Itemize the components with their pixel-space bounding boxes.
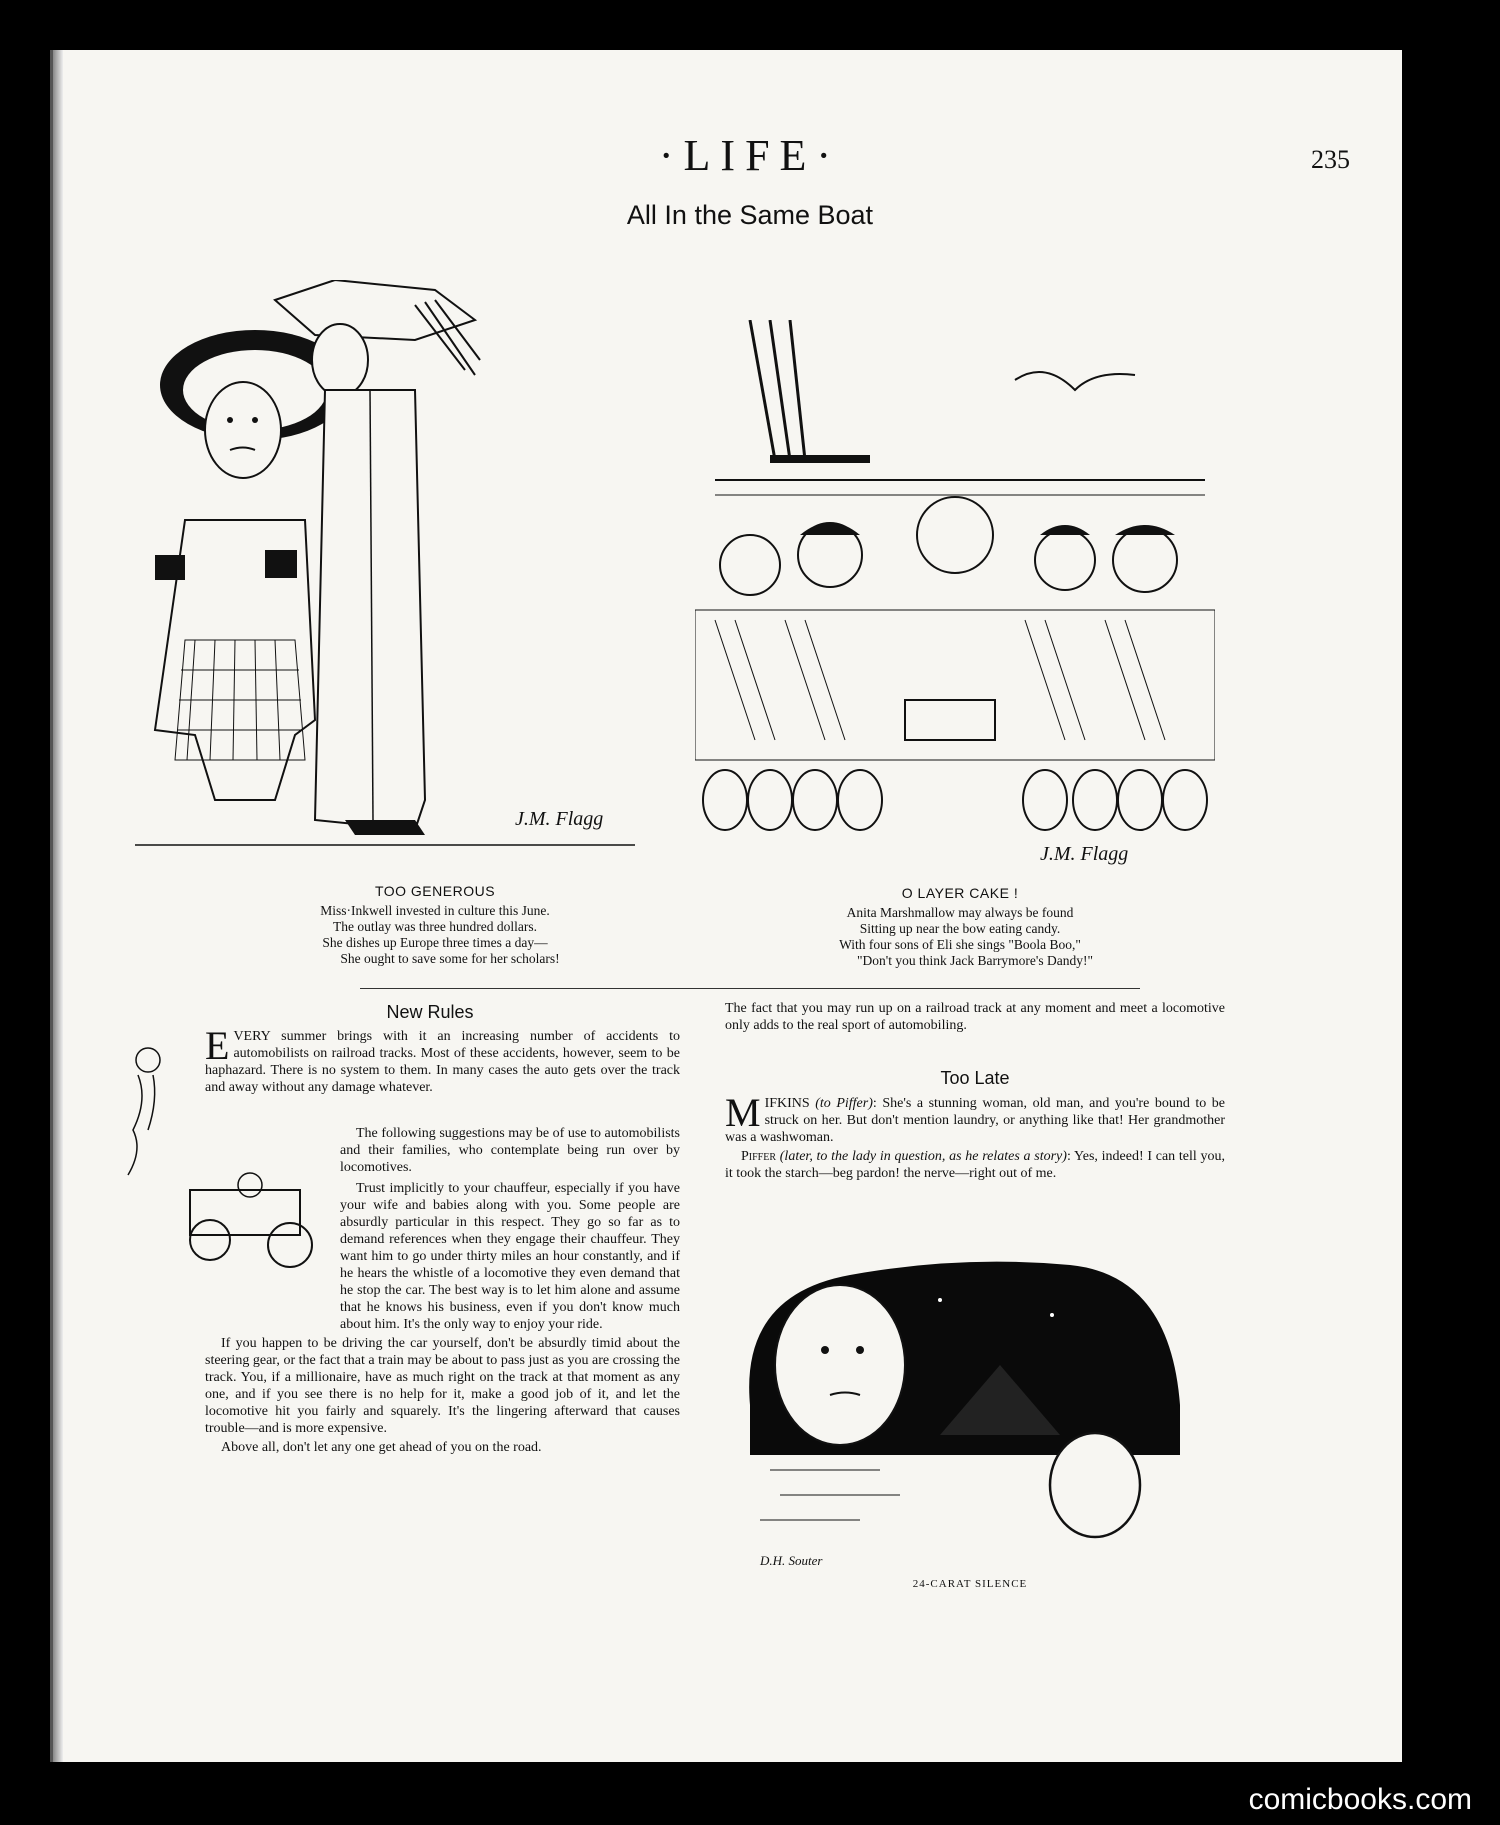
page-number: 235 xyxy=(1311,145,1350,174)
cartoon-24-carat-silence xyxy=(740,1255,1180,1575)
verse-line: Sitting up near the bow eating candy. xyxy=(859,921,1061,936)
new-rules-p2: The following suggestions may be of use to automobilists and their families, who contemplate being run over by locomotives. xyxy=(340,1126,680,1175)
verse-line: She dishes up Europe three times a day— xyxy=(322,935,548,950)
new-rules-p4: If you happen to be driving the car yourself, don't be absurdly timid about the steering gear, or the fact that a train may be about to pass just as you are crossing the track. You, if a millionaire, have as much right on the track at that moment as any one, and if you see there is no help for it, make a good job of it, and let the locomotive hit you fairly and squarely. It's the lingering afterward that causes trouble—and is more expensive. xyxy=(205,1336,680,1436)
caption-title-too-generous: TOO GENEROUS xyxy=(374,883,496,899)
caption-too-generous xyxy=(245,883,625,967)
verse-line: Anita Marshmallow may always be found xyxy=(846,905,1074,920)
new-rules-title: New Rules xyxy=(386,1002,474,1022)
new-rules-p3: Trust implicitly to your chauffeur, especially if you have your wife and babies along with you. Some people are absurdly particular in this respect. They go so far as to demand references when they engage their chauffeur. They want him to go under thirty miles an hour constantly, and if he hears the whistle of a locomotive they even demand that he stop the car. The best way is to let him alone and assume that he knows his business, even if you don't know much about him. It's the only way to enjoy your ride. xyxy=(340,1181,680,1332)
dropcap-m: M xyxy=(725,1090,761,1135)
verse-line: Miss·Inkwell invested in culture this June. xyxy=(320,903,550,918)
new-rules-p5: Above all, don't let any one get ahead of you on the road. xyxy=(221,1440,542,1455)
too-late-stage-1: (to Piffer) xyxy=(815,1096,873,1111)
too-late-text-2: : Yes, indeed! I can tell you, it took the starch—beg pardon! the nerve—right out of me. xyxy=(725,1149,1225,1181)
page-spine xyxy=(53,50,63,1762)
masthead: ·LIFE· xyxy=(658,131,842,180)
too-late-body xyxy=(725,1090,1225,1184)
cartoon-too-generous xyxy=(115,280,635,850)
too-late-text-1: : She's a stunning woman, old man, and you're bound to be struck on her. But don't mention laundry, or anything like that! Her grandmother was a washwoman. xyxy=(725,1096,1225,1145)
too-late-lead-1: IFKINS xyxy=(764,1096,810,1111)
caption-title-o-layer-cake: O LAYER CAKE ! xyxy=(901,885,1019,901)
verse-line: "Don't you think Jack Barrymore's Dandy!" xyxy=(857,953,1093,968)
ghost-figure-icon xyxy=(118,1040,168,1185)
caption-o-layer-cake xyxy=(790,885,1130,969)
verse-line: The outlay was three hundred dollars. xyxy=(333,919,537,934)
page-heading: All In the Same Boat xyxy=(626,200,874,230)
signature-souter: D.H. Souter xyxy=(760,1553,823,1568)
verse-line: She ought to save some for her scholars! xyxy=(340,951,560,966)
new-rules-p1: VERY summer brings with it an increasing number of accidents to automobilists on railroad tracks. Most of these accidents, however, seem to be haphazard. There is no system to them. In many cases the auto gets over the track and away without any damage whatever. xyxy=(205,1029,680,1095)
signature-flagg-right: J.M. Flagg xyxy=(1040,843,1129,865)
cartoon-o-layer-cake xyxy=(695,320,1215,865)
new-rules-body xyxy=(205,1180,680,1458)
caption-24-carat-silence: 24-CARAT SILENCE xyxy=(912,1578,1028,1590)
new-rules-body-narrow xyxy=(340,1125,680,1178)
section-divider xyxy=(360,988,1140,989)
new-rules-continuation: The fact that you may run up on a railroad track at any moment and meet a locomotive only adds to the real sport of automobiling. xyxy=(725,1001,1225,1033)
watermark: comicbooks.com xyxy=(1248,1783,1472,1816)
verse-line: With four sons of Eli she sings "Boola Boo," xyxy=(839,937,1081,952)
new-rules-intro xyxy=(205,1023,680,1098)
too-late-title: Too Late xyxy=(940,1068,1010,1088)
too-late-lead-2: Piffer xyxy=(741,1149,777,1164)
dropcap-e: E xyxy=(205,1023,230,1068)
signature-flagg-left: J.M. Flagg xyxy=(515,808,604,830)
too-late-stage-2: (later, to the lady in question, as he relates a story) xyxy=(779,1149,1067,1164)
